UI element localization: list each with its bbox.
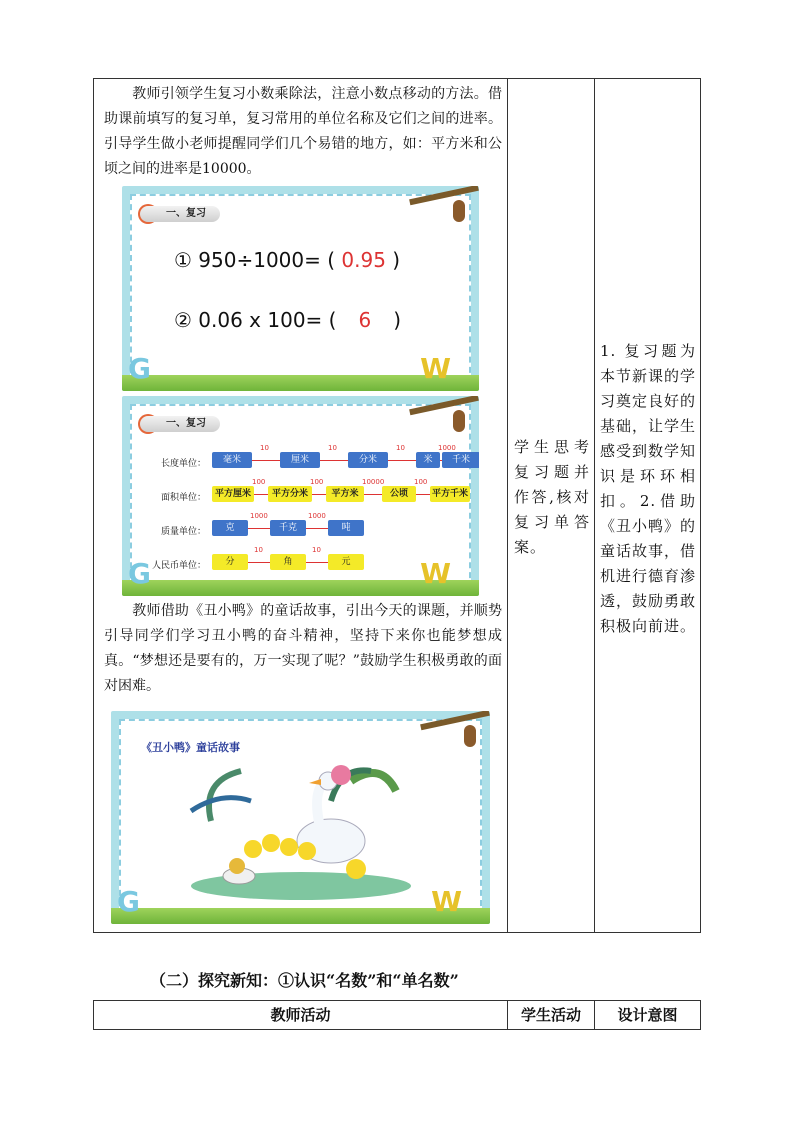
unit-box: 公顷 [382, 486, 416, 502]
unit-box: 平方分米 [268, 486, 312, 502]
length-units-row: 长度单位： 毫米 10 厘米 10 分米 10 米 1000 千米 [136, 452, 466, 470]
unit-box: 米 [416, 452, 440, 468]
header-student-activity: 学生活动 [507, 1001, 594, 1029]
unit-box: 元 [328, 554, 364, 570]
slide-tag: 一、复习 [140, 416, 220, 432]
header-design-intent: 设计意图 [594, 1001, 700, 1029]
unit-box: 平方米 [326, 486, 364, 502]
teacher-paragraph-1: 教师引领学生复习小数乘除法，注意小数点移动的方法。借助课前填写的复习单，复习常用的单位名称及它们之间的进率。引导学生做小老师提醒同学们几个易错的地方，如：平方米和公顷之间的进率是10000。 [104, 86, 502, 177]
equation-1: ① 950÷1000= ( 0.95 ) [174, 248, 401, 272]
section-heading: （二）探究新知：①认识“名数”和“单名数” [150, 971, 459, 990]
unit-box: 平方千米 [430, 486, 470, 502]
equation-2: ② 0.06 x 100= ( 6 ) [174, 308, 401, 332]
unit-box: 分米 [348, 452, 388, 468]
review-slide-1 [122, 186, 479, 391]
letter-g-icon: G [128, 352, 151, 385]
unit-box: 吨 [328, 520, 364, 536]
monkey-icon [453, 200, 465, 222]
column-divider [594, 79, 595, 932]
monkey-icon [464, 725, 476, 747]
area-units-row: 面积单位： 平方厘米 100 平方分米 100 平方米 10000 公顷 100 平方千米 [160, 478, 468, 503]
letter-w-icon: W [431, 885, 462, 918]
header-table [93, 1000, 701, 1030]
money-units-row: 人民币单位： 分 10 角 10 元 [136, 554, 466, 572]
unit-box: 厘米 [280, 452, 320, 468]
monkey-icon [453, 410, 465, 432]
letter-g-icon: G [128, 557, 151, 590]
lesson-table [93, 78, 701, 933]
review-slide-2 [122, 396, 479, 596]
unit-box: 克 [212, 520, 248, 536]
unit-box: 千米 [442, 452, 479, 468]
story-title: 《丑小鸭》童话故事 [141, 741, 240, 754]
answer-1: 0.95 [341, 248, 386, 272]
unit-box: 平方厘米 [212, 486, 254, 502]
ugly-duckling-illustration [181, 761, 421, 901]
story-slide [111, 711, 490, 924]
slide-tag: 一、复习 [140, 206, 220, 222]
unit-box: 毫米 [212, 452, 252, 468]
header-teacher-activity: 教师活动 [270, 1006, 331, 1024]
design-intent-text: 1. 复习题为本节新课的学习奠定良好的基础，让学生感受到数学知识是环环相扣。2.借助《丑小鸭》的童话故事，借机进行德育渗透，鼓励勇敢积极向前进。 [600, 342, 697, 635]
column-divider [507, 79, 508, 932]
mass-units-row: 质量单位： 克 1000 千克 1000 吨 [136, 520, 466, 538]
answer-2: 6 [358, 308, 372, 332]
letter-w-icon: W [420, 557, 451, 590]
unit-box: 千克 [270, 520, 306, 536]
unit-box: 角 [270, 554, 306, 570]
letter-g-icon: G [117, 885, 140, 918]
unit-box: 分 [212, 554, 248, 570]
student-activity-text: 学生思考复习题并作答,核对复习单答案。 [514, 438, 590, 556]
teacher-paragraph-2: 教师借助《丑小鸭》的童话故事，引出今天的课题，并顺势引导同学们学习丑小鸭的奋斗精神，坚持下来你也能梦想成真。“梦想还是要有的，万一实现了呢？”鼓励学生积极勇敢的面对困难。 [104, 603, 502, 694]
letter-w-icon: W [420, 352, 451, 385]
